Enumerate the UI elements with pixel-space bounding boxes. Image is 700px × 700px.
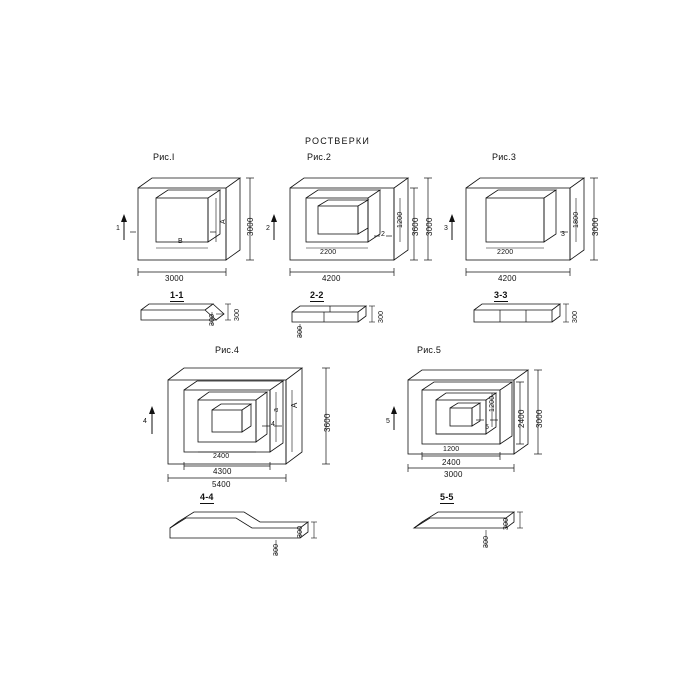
figure-2-caption: Рис.2 xyxy=(307,152,332,162)
figure-5-inner-bottom: 1200 xyxy=(443,446,460,453)
figure-1-section-label: 1-1 xyxy=(170,290,184,300)
figure-3-callout: 3 xyxy=(444,225,449,232)
figure-3-section-label: 3-3 xyxy=(494,290,508,300)
figure-4-section xyxy=(170,512,317,556)
figure-5-callout: 5 xyxy=(386,418,391,425)
figure-2-callout: 2 xyxy=(266,225,271,232)
figure-1-section-right: 300 xyxy=(234,308,241,321)
figure-2-section-label: 2-2 xyxy=(310,290,324,300)
figure-2-callout-right: 2 xyxy=(381,231,386,238)
figure-1-inner-width: B xyxy=(178,238,183,245)
figure-3-section-height: 300 xyxy=(572,310,579,323)
figure-5-inner-right: 1200 xyxy=(489,395,496,412)
figure-4-mid-bottom: 4300 xyxy=(213,467,232,476)
figure-2-dim-right: 3000 xyxy=(425,217,434,236)
figure-1-dim-right: 3000 xyxy=(246,217,255,236)
figure-2-section xyxy=(292,306,375,338)
figure-3-section xyxy=(474,304,569,322)
figure-5-caption: Рис.5 xyxy=(417,345,442,355)
figure-4-inner-bottom: 2400 xyxy=(213,453,230,460)
figure-4-dim-right: 3600 xyxy=(323,413,332,432)
figure-5-section-label: 5-5 xyxy=(440,492,454,502)
figure-3-callout-right: 3 xyxy=(561,231,566,238)
figure-1-plan xyxy=(121,178,254,276)
figure-4-section-height: 300 xyxy=(273,543,280,556)
figure-5-dim-bottom: 3000 xyxy=(444,470,463,479)
figure-5-dim-right: 3000 xyxy=(535,409,544,428)
figure-2-inner-right: 1200 xyxy=(397,211,404,228)
figure-4-callout: 4 xyxy=(143,418,148,425)
figure-1-inner-height: A xyxy=(220,219,227,224)
figure-3-dim-right: 3000 xyxy=(591,217,600,236)
figure-4-dim-bottom: 5400 xyxy=(212,480,231,489)
figure-2-section-left: 300 xyxy=(297,325,304,338)
figure-1-dim-bottom: 3000 xyxy=(165,274,184,283)
drawing-title: РОСТВЕРКИ xyxy=(305,136,371,146)
figure-5-section-right: 300 xyxy=(503,517,510,530)
figure-2-section-right: 300 xyxy=(378,310,385,323)
figure-5-mid-bottom: 2400 xyxy=(442,458,461,467)
figure-3-inner-bottom: 2200 xyxy=(497,249,514,256)
figure-5-callout-right: 5 xyxy=(485,424,490,431)
figure-3-inner-right: 1800 xyxy=(573,211,580,228)
figure-2-dim-bottom: 4200 xyxy=(322,274,341,283)
figure-5-section-height: 300 xyxy=(483,535,490,548)
figure-2-mid-right: 3600 xyxy=(411,217,420,236)
figure-3-caption: Рис.3 xyxy=(492,152,517,162)
figure-4-inner-right: a xyxy=(273,407,280,412)
figure-4-letter-right: A xyxy=(290,402,299,408)
figure-4-plan xyxy=(149,368,330,482)
figure-3-dim-bottom: 4200 xyxy=(498,274,517,283)
figure-4-callout-right: 4 xyxy=(271,421,276,428)
figure-1-caption: Рис.I xyxy=(153,152,175,162)
figure-2-inner-bottom: 2200 xyxy=(320,249,337,256)
figure-4-section-right: 300 xyxy=(297,525,304,538)
figure-4-caption: Рис.4 xyxy=(215,345,240,355)
figure-1-section xyxy=(141,304,231,326)
figure-4-section-label: 4-4 xyxy=(200,492,214,502)
figure-5-mid-right: 2400 xyxy=(517,409,526,428)
figure-1-section-height: 300 xyxy=(209,313,216,326)
figure-2-plan xyxy=(271,178,432,276)
figure-1-callout: 1 xyxy=(116,225,121,232)
